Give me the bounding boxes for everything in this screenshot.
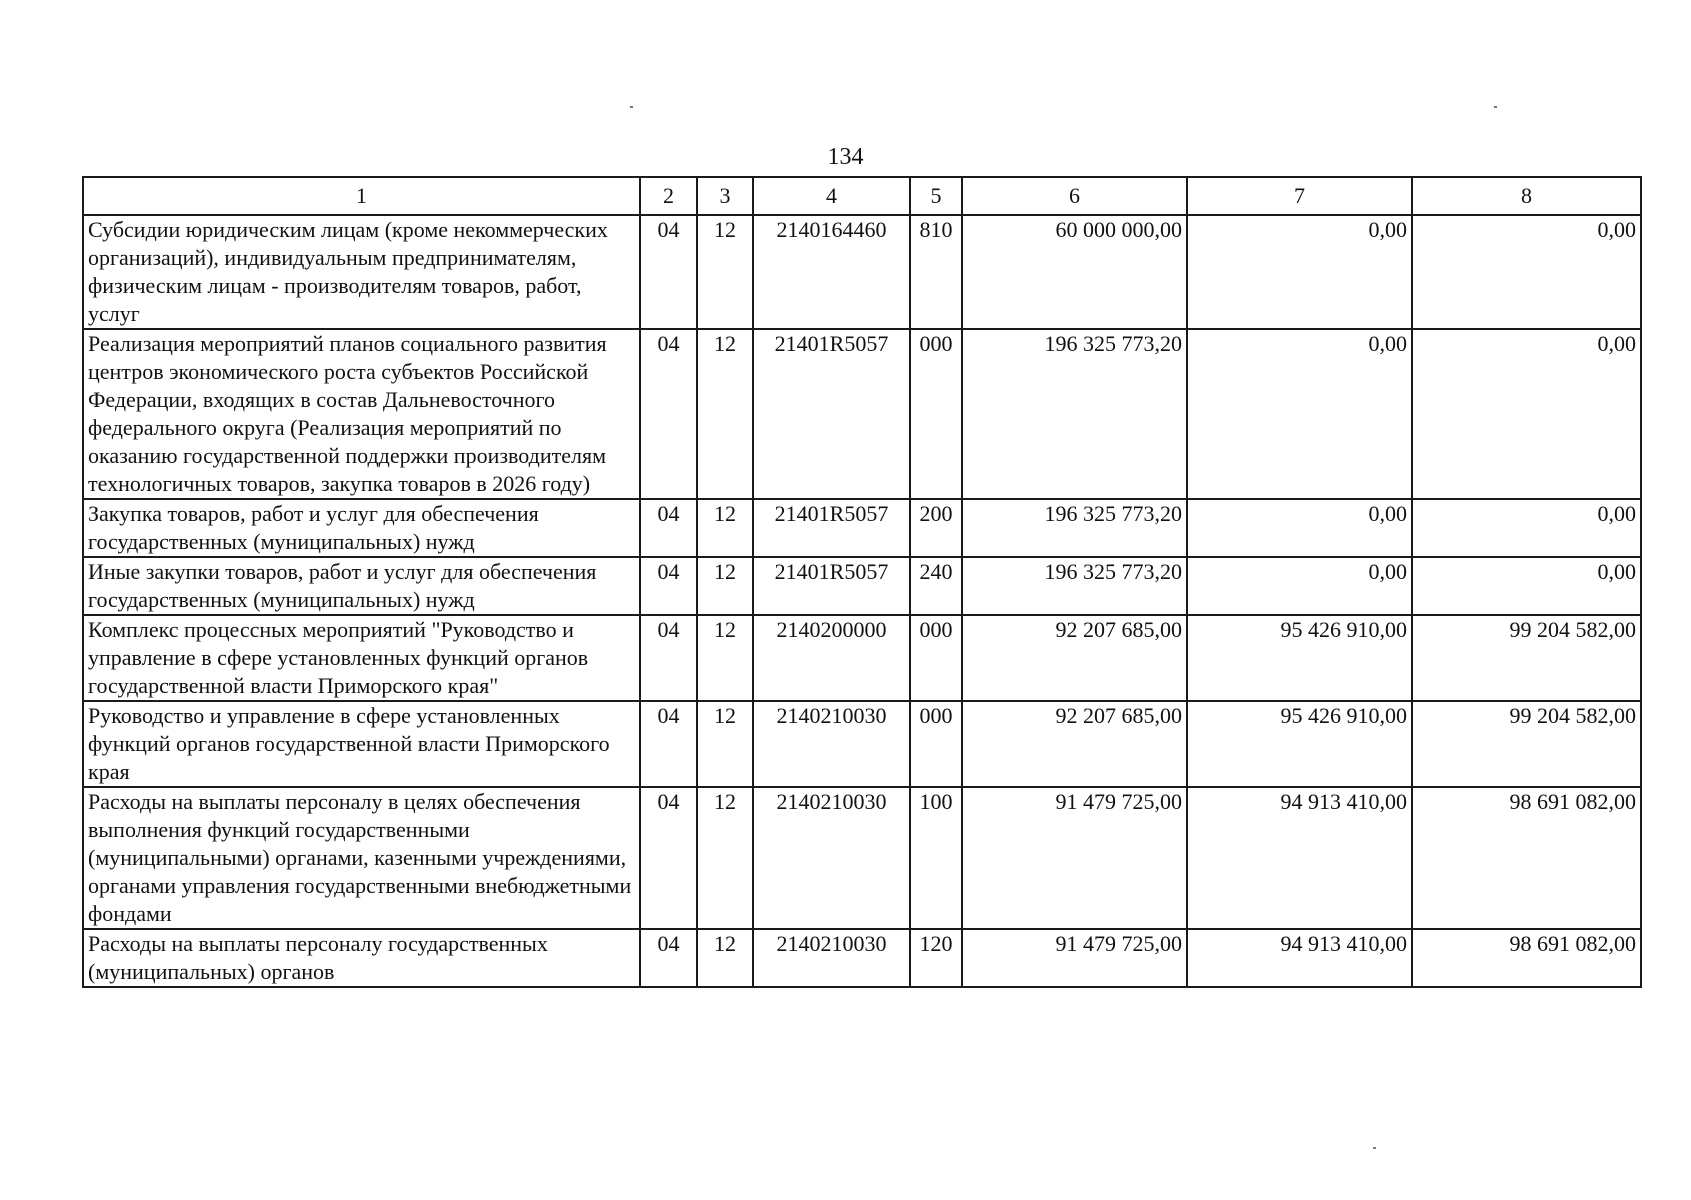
target-article-code: 2140164460 — [753, 215, 910, 329]
section-code: 04 — [640, 701, 697, 787]
header-cell-2: 2 — [640, 177, 697, 215]
expense-type-code: 120 — [910, 929, 962, 987]
subsection-code: 12 — [697, 929, 753, 987]
target-article-code: 21401R5057 — [753, 557, 910, 615]
amount-col-6: 91 479 725,00 — [962, 787, 1187, 929]
header-cell-6: 6 — [962, 177, 1187, 215]
table-row — [83, 499, 1641, 557]
expense-type-code: 000 — [910, 615, 962, 701]
expense-name: Расходы на выплаты персоналу государственных (муниципальных) органов — [83, 929, 640, 987]
expense-name: Иные закупки товаров, работ и услуг для обеспечения государственных (муниципальных) нужд — [83, 557, 640, 615]
target-article-code: 2140210030 — [753, 787, 910, 929]
amount-col-8: 98 691 082,00 — [1412, 787, 1641, 929]
amount-col-7: 95 426 910,00 — [1187, 615, 1412, 701]
scan-speck — [630, 106, 633, 108]
table-row — [83, 787, 1641, 929]
subsection-code: 12 — [697, 329, 753, 499]
header-cell-1: 1 — [83, 177, 640, 215]
amount-col-8: 99 204 582,00 — [1412, 615, 1641, 701]
amount-col-8: 0,00 — [1412, 557, 1641, 615]
subsection-code: 12 — [697, 499, 753, 557]
expense-name: Субсидии юридическим лицам (кроме некоммерческих организаций), индивидуальным предпринимателям, физическим лицам - производителям товаров, работ, услуг — [83, 215, 640, 329]
expense-type-code: 000 — [910, 701, 962, 787]
amount-col-7: 0,00 — [1187, 215, 1412, 329]
target-article-code: 2140210030 — [753, 929, 910, 987]
table-row — [83, 701, 1641, 787]
expense-name: Расходы на выплаты персоналу в целях обеспечения выполнения функций государственными (муниципальными) органами, казенными учреждениями, органами управления государственными внебюджетными фондами — [83, 787, 640, 929]
target-article-code: 21401R5057 — [753, 499, 910, 557]
amount-col-7: 0,00 — [1187, 557, 1412, 615]
amount-col-6: 92 207 685,00 — [962, 615, 1187, 701]
scan-speck — [1373, 1147, 1376, 1149]
section-code: 04 — [640, 787, 697, 929]
table-row — [83, 929, 1641, 987]
header-cell-5: 5 — [910, 177, 962, 215]
table-row — [83, 615, 1641, 701]
amount-col-6: 196 325 773,20 — [962, 329, 1187, 499]
amount-col-7: 94 913 410,00 — [1187, 929, 1412, 987]
expense-name: Реализация мероприятий планов социального развития центров экономического роста субъектов Российской Федерации, входящих в состав Дальневосточного федерального округа (Реализация мероприятий по оказанию государственной поддержки производителям технологичных товаров, закупка товаров в 2026 году) — [83, 329, 640, 499]
expense-name: Руководство и управление в сфере установленных функций органов государственной власти Приморского края — [83, 701, 640, 787]
amount-col-7: 95 426 910,00 — [1187, 701, 1412, 787]
subsection-code: 12 — [697, 615, 753, 701]
table-row — [83, 215, 1641, 329]
expense-type-code: 000 — [910, 329, 962, 499]
header-cell-3: 3 — [697, 177, 753, 215]
amount-col-6: 92 207 685,00 — [962, 701, 1187, 787]
section-code: 04 — [640, 929, 697, 987]
section-code: 04 — [640, 615, 697, 701]
expense-name: Закупка товаров, работ и услуг для обеспечения государственных (муниципальных) нужд — [83, 499, 640, 557]
header-cell-7: 7 — [1187, 177, 1412, 215]
amount-col-6: 196 325 773,20 — [962, 499, 1187, 557]
amount-col-8: 98 691 082,00 — [1412, 929, 1641, 987]
expense-type-code: 200 — [910, 499, 962, 557]
expense-type-code: 810 — [910, 215, 962, 329]
amount-col-7: 0,00 — [1187, 329, 1412, 499]
amount-col-6: 91 479 725,00 — [962, 929, 1187, 987]
target-article-code: 2140200000 — [753, 615, 910, 701]
subsection-code: 12 — [697, 215, 753, 329]
amount-col-8: 0,00 — [1412, 499, 1641, 557]
section-code: 04 — [640, 329, 697, 499]
section-code: 04 — [640, 499, 697, 557]
amount-col-8: 99 204 582,00 — [1412, 701, 1641, 787]
target-article-code: 2140210030 — [753, 701, 910, 787]
section-code: 04 — [640, 557, 697, 615]
table-row — [83, 557, 1641, 615]
budget-table — [82, 176, 1642, 988]
expense-type-code: 100 — [910, 787, 962, 929]
expense-type-code: 240 — [910, 557, 962, 615]
amount-col-8: 0,00 — [1412, 215, 1641, 329]
subsection-code: 12 — [697, 701, 753, 787]
subsection-code: 12 — [697, 787, 753, 929]
amount-col-6: 196 325 773,20 — [962, 557, 1187, 615]
amount-col-7: 0,00 — [1187, 499, 1412, 557]
amount-col-6: 60 000 000,00 — [962, 215, 1187, 329]
expense-name: Комплекс процессных мероприятий "Руководство и управление в сфере установленных функций органов государственной власти Приморского края" — [83, 615, 640, 701]
header-cell-8: 8 — [1412, 177, 1641, 215]
table-row — [83, 329, 1641, 499]
amount-col-8: 0,00 — [1412, 329, 1641, 499]
section-code: 04 — [640, 215, 697, 329]
scan-speck — [1494, 106, 1497, 108]
amount-col-7: 94 913 410,00 — [1187, 787, 1412, 929]
header-cell-4: 4 — [753, 177, 910, 215]
page-number: 134 — [827, 144, 864, 170]
subsection-code: 12 — [697, 557, 753, 615]
target-article-code: 21401R5057 — [753, 329, 910, 499]
header-row — [83, 177, 1641, 215]
